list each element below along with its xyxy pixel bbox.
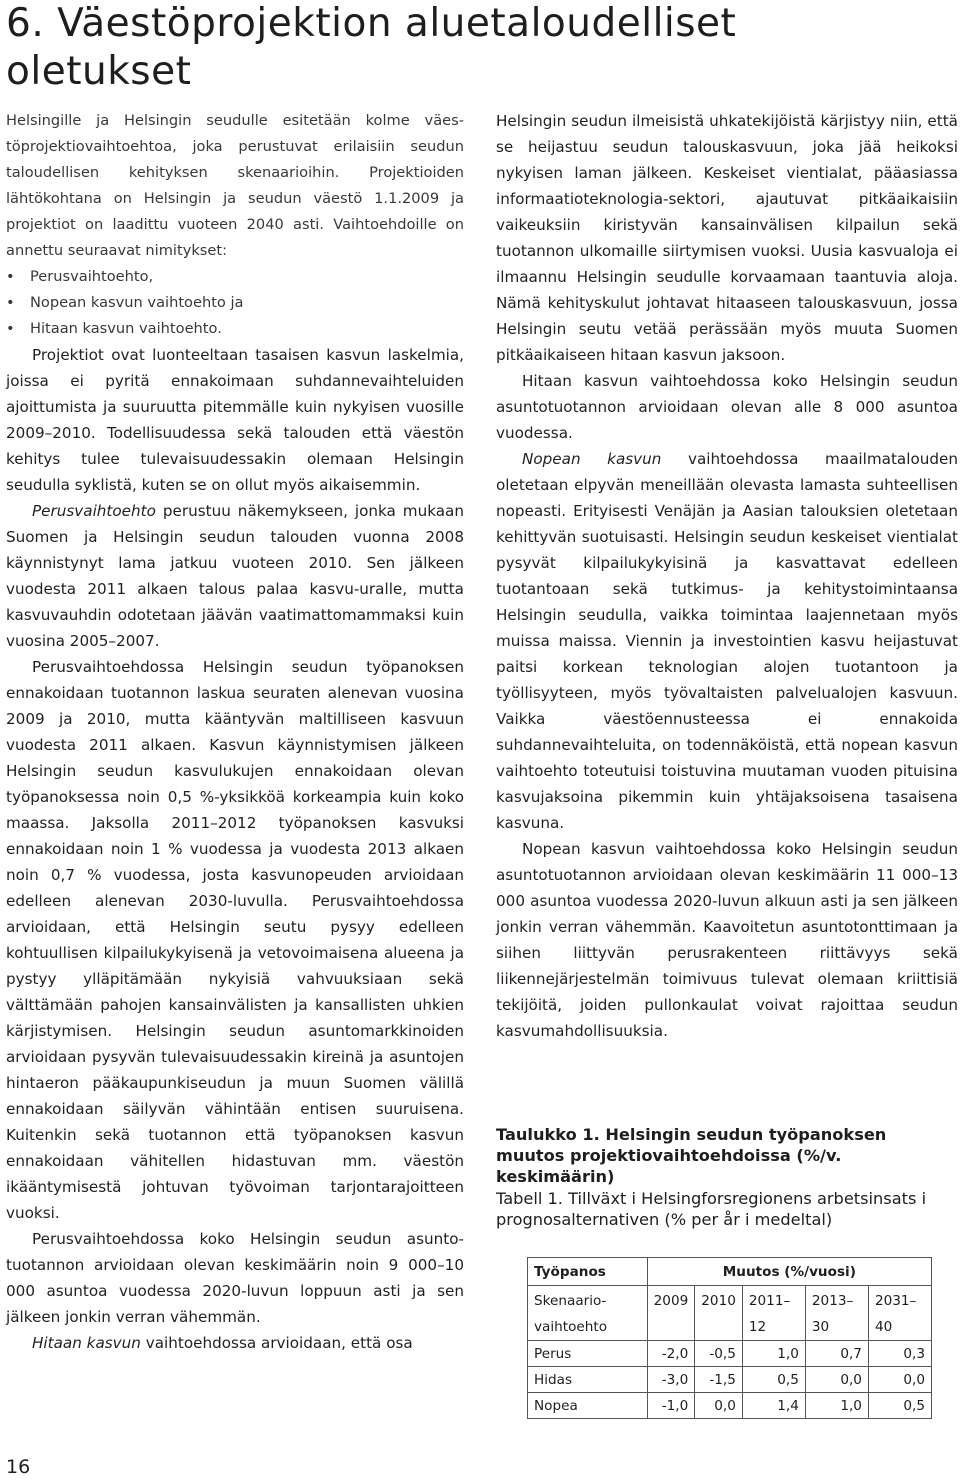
emphasis: Hitaan kasvun [32,1334,141,1352]
table-header-cell: Muutos (%/vuosi) [647,1258,931,1286]
paragraph: Hitaan kasvun vaihtoehdossa koko Helsingin seudun asuntotuotannon arvioidaan olevan alle 8 000 asuntoa vuodessa. [496,372,958,442]
table-cell: 2011–12 [742,1286,805,1341]
table-row [528,1286,932,1341]
paragraph: Perusvaihtoehdossa koko Helsingin seudun asuntotuotannon arvioidaan olevan keskimäärin noin 9 000–10 000 asuntoa vuodessa 2020-luvun loppuun asti ja sen jälkeen jonkin verran vähemmän. [6,1230,464,1326]
paragraph: Perusvaihtoehdossa Helsingin seudun työpanoksen ennakoidaan tuotannon laskua seuraten alenevan vuosina 2009 ja 2010, mutta kääntyvän maltilliseen kasvuun vuodesta 2011 alkaen. Kasvun käynnistymisen jälkeen Helsingin seudun kasvulukujen ennakoidaan olevan työpanoksessa noin 0,5 %-yksikköä korkeampia kuin koko maassa. Jaksolla 2011–2012 työpanoksen kasvuksi ennakoidaan noin 1 % vuodessa ja vuodesta 2013 alkaen noin 0,7 % vuodessa, josta kasvunopeuden arvioidaan edelleen alenevan 2030-luvulla. Perusvaihtoehdossa arvioidaan, että Helsingin seutu pysyy edelleen kohtuullisen kilpailukykyisenä ja vetovoimaisena alueena ja pystyy ylläpitämään nykyisiä vahvuuksiaan sekä välttämään pahojen kansainvälisten ja kansallisten uhkien kärjistymisen. Helsingin seudun asuntomarkkinoiden arvioidaan pysyvän tulevaisuudessakin kireinä ja asuntojen hintaeron pääkaupunkiseudun ja muun Suomen välillä ennakoidaan säilyvän vähintään entisen suuruisena. Kuitenkin sekä tuotannon että työpanoksen kasvun ennakoidaan vähitellen hidastuvan mm. väestön ikääntymisestä johtuvan työvoiman tarjontarajoitteen vuoksi. [6,658,464,1222]
paragraph-text: vaihtoehdossa arvioidaan, että osa [140,1334,413,1352]
paragraph-text: perustuu näkemykseen, jonka mukaan Suomen ja Helsingin seudun talouden vuonna 2008 käynnistynyt lama jatkuu vuoteen 2010. Sen jälkeen vuodesta 2011 alkaen talous palaa kasvu-uralle, mutta kasvuvauhdin odotetaan jäävän vaatimattomammaksi kuin vuosina 2005–2007. [6,502,464,650]
list-item: • Perusvaihtoehto, [6,264,464,290]
right-column [496,108,958,1044]
table-cell: 0,0 [868,1367,931,1393]
table-caption-fi: Taulukko 1. Helsingin seudun työpanoksen muutos projektiovaihtoehdoissa (%/v. keskimäärin) [496,1125,887,1186]
list-item: • Hitaan kasvun vaihtoehto. [6,316,464,342]
table-cell: 2031–40 [868,1286,931,1341]
table-row [528,1367,932,1393]
table-cell: 1,0 [805,1393,868,1419]
paragraph-text: vaihtoehdossa maailmatalouden oletetaan elpyvän meneillään olevasta lamasta suhteellisen nopeasti. Erityisesti Venäjän ja Aasian talouksien oletetaan kehittyvän suotuisasti. Helsingin seudun keskeiset vientialat pysyvät kilpailukykyisinä ja kasvattavat edelleen tuotantoaan sekä tutkimus- ja kehitystoimintaansa Helsingin seudulla, vaikka toimintaa laajennetaan myös muissa maissa. Viennin ja investointien kasvu heijastuvat paitsi korkean teknologian alojen tuotantoon ja työllisyyteen, myös työvaltaisten palvelualojen kasvuun. Vaikka väestöennusteessa ei ennakoida suhdannevaihteluita, on todennäköistä, että nopean kasvun vaihtoehto toteutuisi toistuvina muutaman vuoden pituisina kasvujaksoina pikemmin kuin yhtäjaksoisena tasaisena kasvuna. [496,450,958,832]
table-cell: 1,0 [742,1341,805,1367]
table-cell: 2010 [695,1286,743,1341]
table-cell: 0,5 [742,1367,805,1393]
table-cell: Hidas [528,1367,648,1393]
table-row [528,1341,932,1367]
table-cell: 2009 [647,1286,695,1341]
page-title: 6. Väestöprojektion aluetaloudelliset oletukset [6,1,737,94]
workforce-change-table [527,1257,932,1419]
table-cell: 0,3 [868,1341,931,1367]
table-cell: 1,4 [742,1393,805,1419]
table-caption-sv: Tabell 1. Tillväxt i Helsingforsregionens arbetsinsats i prognosalternativen (% per år i medeltal) [496,1189,927,1229]
table-cell: Skenaariovaihtoehto [528,1286,648,1341]
table-cell: -3,0 [647,1367,695,1393]
emphasis: Perusvaihtoehto [32,502,156,520]
paragraph: Nopean kasvun vaihtoehdossa koko Helsingin seudun asuntotuotannon arvioidaan olevan keskimäärin 11 000–13 000 asuntoa vuodessa 2020-luvun alkuun asti ja sen jälkeen jonkin verran vähemmän. Kaavoitetun asuntotonttimaan ja siihen liittyvän perusrakenteen riittävyys sekä liikennejärjestelmän toimivuus tulevat olemaan kriittisiä tekijöitä, joiden pullonkaulat voivat rajoittaa seudun kasvumahdollisuuksia. [496,840,958,1040]
table-cell: Nopea [528,1393,648,1419]
paragraph [6,498,464,654]
table-cell: -0,5 [695,1341,743,1367]
page-number: 16 [6,1456,31,1478]
table-row [528,1393,932,1419]
intro-paragraph: Helsingille ja Helsingin seudulle esitetään kolme väestöprojektiovaihtoehtoa, joka perustuvat erilaisiin seudun taloudellisen kehityksen skenaarioihin. Projektioiden lähtökohtana on Helsingin ja seudun väestö 1.1.2009 ja projektiot on laadittu vuoteen 2040 asti. Vaihtoehdoille on annettu seuraavat nimitykset: [6,112,464,259]
table-cell: 0,5 [868,1393,931,1419]
list-item: • Nopean kasvun vaihtoehto ja [6,290,464,316]
table-cell: 2013–30 [805,1286,868,1341]
table-cell: 0,0 [805,1367,868,1393]
table-cell: Perus [528,1341,648,1367]
scenario-list [6,264,464,342]
table-cell: -1,5 [695,1367,743,1393]
table-header-row [528,1258,932,1286]
paragraph: Helsingin seudun ilmeisistä uhkatekijöistä kärjistyy niin, että se heijastuu seudun talouskasvuun, joka jää heikoksi nykyisen laman jälkeen. Keskeiset vientialat, pääasiassa informaatioteknologia-sektori, ajautuvat pitkäaikaisiin vaikeuksiin kiristyvän kansainvälisen kilpailun sekä tuotannon ulkomaille siirtymisen vuoksi. Uusia kasvualoja ei ilmaannu Helsingin seudulle korvaamaan taantuvia aloja. Nämä kehityskulut johtavat hitaaseen talouskasvuun, jossa Helsingin seutu vetää perässään myös muuta Suomen pitkäaikaiseen hitaan kasvun jaksoon. [496,112,958,364]
paragraph [496,446,958,836]
table-cell: 0,0 [695,1393,743,1419]
paragraph: Projektiot ovat luonteeltaan tasaisen kasvun laskelmia, joissa ei pyritä ennakoimaan suhdannevaihteluiden ajoittumista ja suuruutta pitemmälle kuin nykyisen vuosille 2009–2010. Todellisuudessa sekä talouden että väestön kehitys tulee tulevaisuudessakin olemaan Helsingin seudulla syklistä, kuten se on ollut myös aikaisemmin. [6,346,464,494]
table-header-cell: Työpanos [528,1258,648,1286]
table-cell: -1,0 [647,1393,695,1419]
emphasis: Nopean kasvun [522,450,662,468]
table-cell: 0,7 [805,1341,868,1367]
table-cell: -2,0 [647,1341,695,1367]
paragraph [6,1330,464,1356]
left-column [6,108,464,1356]
table-caption [496,1124,956,1230]
